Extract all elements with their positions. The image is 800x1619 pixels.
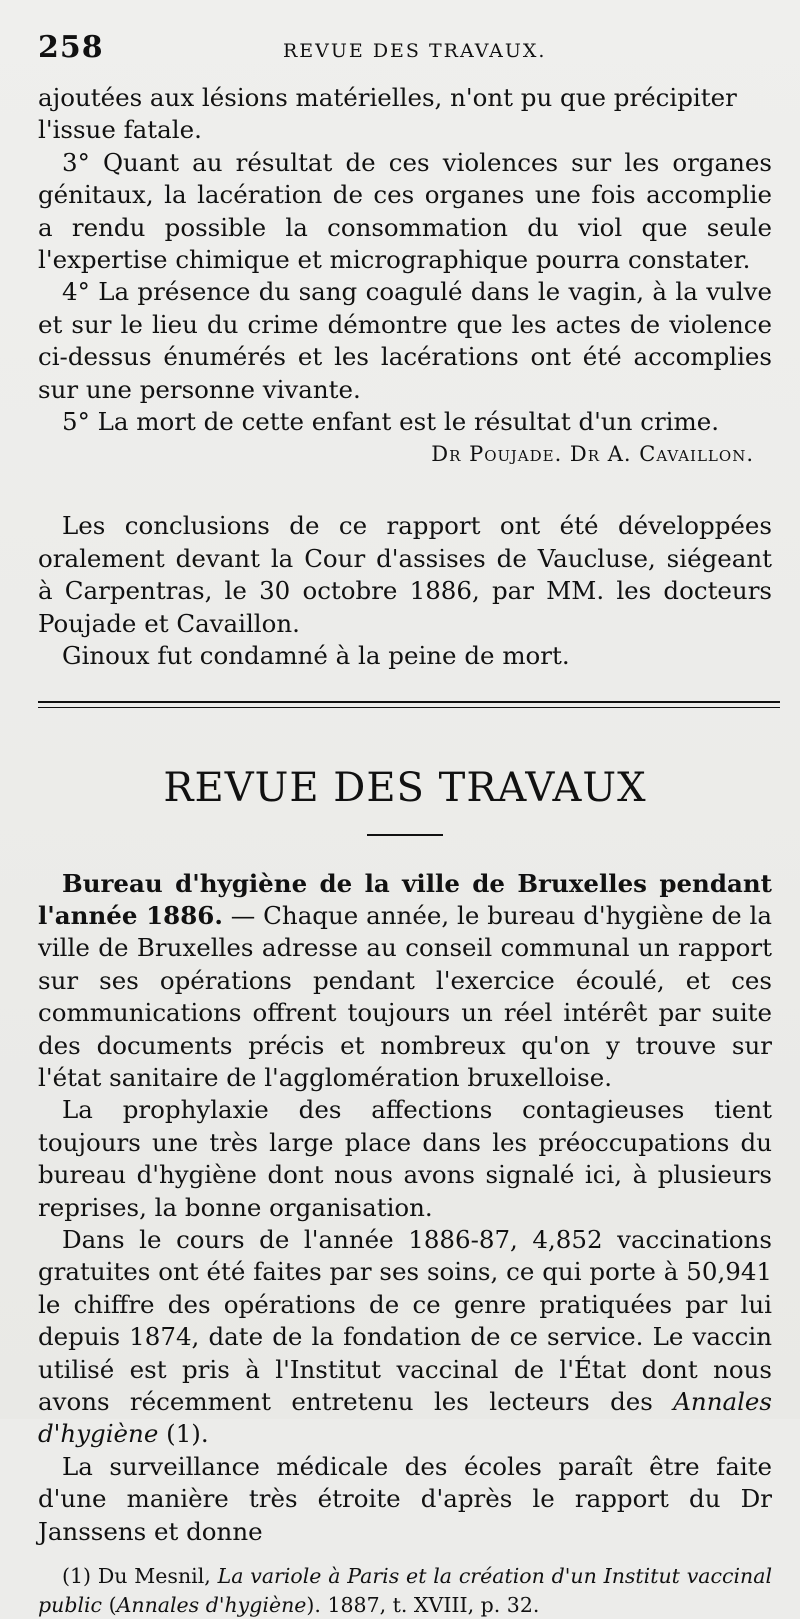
footnote-text: (1) Du Mesnil, La variole à Paris et la création d'un Institut vaccinal public (Annales d'hygiène). 1887, t. XVIII, p. 32.	[38, 1564, 773, 1617]
running-header	[38, 30, 772, 82]
conclusion-paragraph: Les conclusions de ce rapport ont été développées oralement devant la Cour d'assises de Vaucluse, siégeant à Carpentras, le 30 octobre 1886, par MM. les docteurs Poujade et Cavaillon.	[38, 511, 772, 638]
footnote-title: La variole à Paris et la création d'un Institut vaccinal public	[38, 1564, 773, 1617]
conclusion-point-5: 5° La mort de cette enfant est le résultat d'un crime.	[62, 407, 720, 437]
article-paragraph-1	[38, 868, 772, 1095]
footnote-details: ). 1887, t. XVIII, p. 32.	[306, 1592, 540, 1617]
conclusion-point-3: 3° Quant au résultat de ces violences sur les organes génitaux, la lacération de ces organes une fois accomplie a rendu possible la consommation du viol que seule l'expertise chimique et micrographique pourra constater.	[38, 147, 772, 275]
trial-conclusion	[38, 510, 772, 672]
article-paragraph-2: La prophylaxie des affections contagieuses tient toujours une très large place dans les préoccupations du bureau d'hygiène dont nous avons signalé ici, à plusieurs reprises, la bonne organisation.	[38, 1095, 772, 1222]
footnote-ref: (1).	[158, 1419, 209, 1449]
running-title: REVUE DES TRAVAUX.	[283, 40, 547, 62]
journal-reference: Annales d'hygiène	[38, 1387, 772, 1449]
conclusion-point-4: 4° La présence du sang coagulé dans le vagin, à la vulve et sur le lieu du crime démontre que les actes de violence ci-dessus énumérés et les lacérations ont été accomplies sur une personne vivante.	[38, 277, 772, 404]
title-rule	[367, 834, 443, 836]
verdict-paragraph: Ginoux fut condamné à la peine de mort.	[62, 641, 570, 671]
footnote-journal: Annales d'hygiène	[116, 1592, 307, 1617]
section-title: REVUE DES TRAVAUX	[163, 764, 647, 811]
section-divider	[38, 701, 780, 708]
article-paragraph-3	[38, 1224, 772, 1451]
article-text-1: — Chaque année, le bureau d'hygiène de la ville de Bruxelles adresse au conseil communal un rapport sur ses opérations pendant l'exercice écoulé, et ces communications offrent toujours un réel intérêt par suite des documents précis et nombreux qu'on y trouve sur l'état sanitaire de l'agglomération bruxelloise.	[38, 900, 773, 1092]
article-title: Bureau d'hygiène de la ville de Bruxelles pendant l'année 1886.	[38, 868, 772, 930]
footnote-marker: (1) Du Mesnil,	[62, 1564, 218, 1589]
page-number: 258	[38, 30, 104, 65]
report-ending	[38, 82, 772, 470]
footnote	[38, 1562, 772, 1619]
signature: Dr Poujade. Dr A. Cavaillon.	[431, 442, 754, 467]
paragraph-continuation: ajoutées aux lésions matérielles, n'ont pu que précipiter l'issue fatale.	[38, 83, 737, 145]
article-text-3: Dans le cours de l'année 1886-87, 4,852 vaccinations gratuites ont été faites par ses soins, ce qui porte à 50,941 le chiffre des opérations de ce genre pratiquées par lui depuis 1874, date de la fondation de ce service. Le vaccin utilisé est pris à l'Institut vaccinal de l'État dont nous avons récemment entretenu les lecteurs des	[38, 1224, 772, 1416]
article-paragraph-4: La surveillance médicale des écoles paraît être faite d'une manière très étroite d'après le rapport du Dr Janssens et donne	[38, 1451, 772, 1546]
article-bruxelles	[38, 868, 772, 1549]
